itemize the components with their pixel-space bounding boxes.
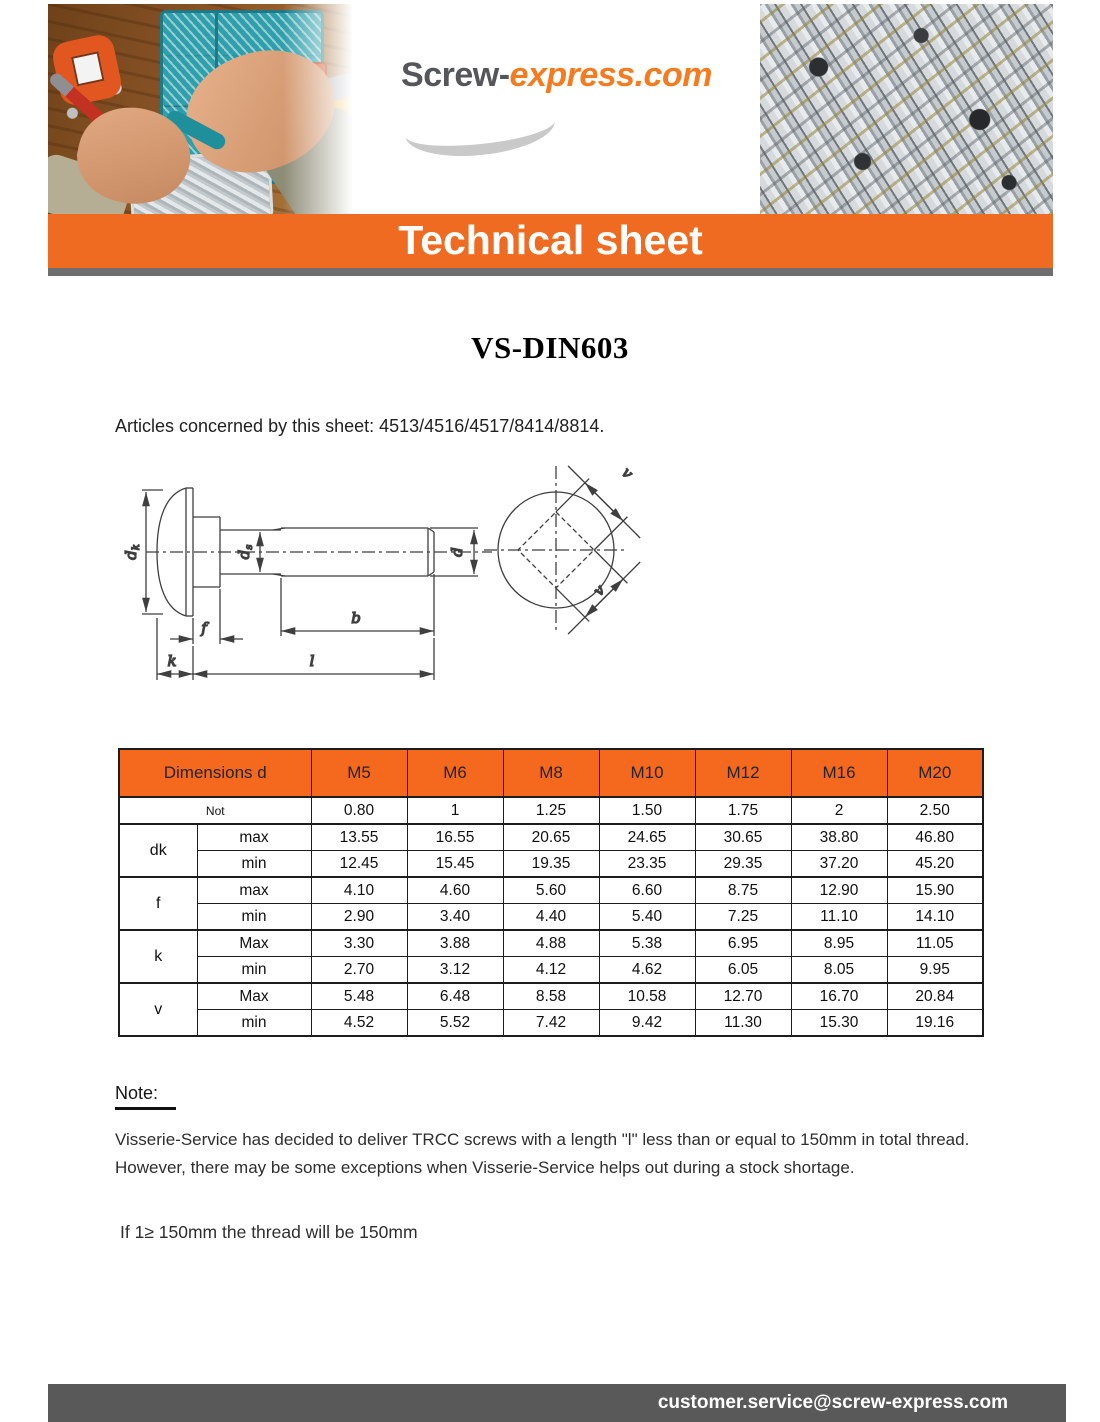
- dimension-label: f: [119, 877, 197, 930]
- table-row: [119, 824, 983, 851]
- dimension-label: v: [119, 983, 197, 1036]
- table-cell: 23.35: [599, 851, 695, 878]
- table-cell: 20.65: [503, 824, 599, 851]
- table-cell: 11.10: [791, 904, 887, 931]
- table-cell: 19.16: [887, 1010, 983, 1037]
- table-row: [119, 904, 983, 931]
- table-row: [119, 851, 983, 878]
- table-cell: 11.05: [887, 930, 983, 957]
- table-cell: 1.50: [599, 797, 695, 824]
- table-cell: 45.20: [887, 851, 983, 878]
- svg-text:ds: $d_s$: [235, 544, 255, 560]
- table-cell: 15.45: [407, 851, 503, 878]
- table-cell: 19.35: [503, 851, 599, 878]
- table-row: [119, 983, 983, 1010]
- table-cell: 8.75: [695, 877, 791, 904]
- technical-sheet-banner: [48, 214, 1053, 268]
- table-cell: 2: [791, 797, 887, 824]
- svg-text:b: b: [351, 609, 361, 627]
- table-row: [119, 930, 983, 957]
- screws-photo: [760, 4, 1053, 214]
- row-label: Max: [197, 983, 311, 1010]
- table-cell: 6.95: [695, 930, 791, 957]
- document-title: VS-DIN603: [471, 330, 629, 365]
- table-cell: 4.88: [503, 930, 599, 957]
- table-cell: 3.40: [407, 904, 503, 931]
- table-cell: 9.42: [599, 1010, 695, 1037]
- table-cell: 12.45: [311, 851, 407, 878]
- bolt-technical-drawing: [100, 452, 665, 697]
- table-cell: 5.48: [311, 983, 407, 1010]
- row-label: min: [197, 957, 311, 984]
- column-header: M8: [503, 749, 599, 797]
- table-cell: 2.70: [311, 957, 407, 984]
- table-cell: 2.50: [887, 797, 983, 824]
- table-cell: 4.62: [599, 957, 695, 984]
- logo-express-part: express.com: [509, 56, 712, 94]
- table-cell: 3.12: [407, 957, 503, 984]
- column-header: M6: [407, 749, 503, 797]
- table-cell: 15.30: [791, 1010, 887, 1037]
- logo: [401, 56, 712, 95]
- contact-email: customer.service@screw-express.com: [657, 1392, 1008, 1413]
- table-cell: 12.70: [695, 983, 791, 1010]
- workbench-photo: [48, 4, 353, 214]
- table-cell: 15.90: [887, 877, 983, 904]
- column-header: M10: [599, 749, 695, 797]
- column-header: M16: [791, 749, 887, 797]
- table-cell: 1.25: [503, 797, 599, 824]
- table-cell: 8.58: [503, 983, 599, 1010]
- table-cell: 38.80: [791, 824, 887, 851]
- table-cell: 4.52: [311, 1010, 407, 1037]
- table-cell: 1: [407, 797, 503, 824]
- table-cell: 7.25: [695, 904, 791, 931]
- tape-measure: [50, 32, 124, 107]
- table-cell: 5.52: [407, 1010, 503, 1037]
- logo-area: [353, 4, 760, 214]
- table-cell: 13.55: [311, 824, 407, 851]
- row-label: min: [197, 851, 311, 878]
- table-cell: 37.20: [791, 851, 887, 878]
- table-cell: 3.88: [407, 930, 503, 957]
- table-cell: 6.48: [407, 983, 503, 1010]
- table-cell: 6.60: [599, 877, 695, 904]
- row-label: Max: [197, 930, 311, 957]
- row-label: min: [197, 904, 311, 931]
- table-cell: 14.10: [887, 904, 983, 931]
- table-cell: 10.58: [599, 983, 695, 1010]
- table-cell: 20.84: [887, 983, 983, 1010]
- column-header: M12: [695, 749, 791, 797]
- svg-text:v: v: [618, 463, 637, 483]
- table-cell: 29.35: [695, 851, 791, 878]
- column-header: M20: [887, 749, 983, 797]
- table-cell: 16.70: [791, 983, 887, 1010]
- row-label: min: [197, 1010, 311, 1037]
- banner-title: Technical sheet: [398, 217, 703, 263]
- row-label: max: [197, 824, 311, 851]
- logo-swoosh: [403, 94, 558, 162]
- row-label: Not: [119, 797, 311, 824]
- table-row: [119, 877, 983, 904]
- table-cell: 7.42: [503, 1010, 599, 1037]
- note-paragraph: Visserie-Service has decided to deliver TRCC screws with a length "l" less than or equal to 150mm in total thread. However, there may be some exceptions when Visserie-Service helps out during a stock shortage.: [115, 1130, 970, 1177]
- table-cell: 8.95: [791, 930, 887, 957]
- table-header-row: [119, 749, 983, 797]
- svg-text:dk: $d_k$: [122, 544, 142, 560]
- articles-line: Articles concerned by this sheet: 4513/4516/4517/8414/8814.: [115, 416, 605, 436]
- table-cell: 4.12: [503, 957, 599, 984]
- note-label: Note:: [115, 1083, 176, 1110]
- table-cell: 8.05: [791, 957, 887, 984]
- svg-text:k: k: [167, 652, 177, 670]
- footer-bar: [48, 1384, 1066, 1422]
- table-cell: 12.90: [791, 877, 887, 904]
- svg-text:d: d: [448, 547, 466, 557]
- svg-text:v: v: [589, 580, 609, 600]
- table-cell: 11.30: [695, 1010, 791, 1037]
- table-cell: 2.90: [311, 904, 407, 931]
- table-cell: 24.65: [599, 824, 695, 851]
- table-cell: 4.40: [503, 904, 599, 931]
- table-cell: 1.75: [695, 797, 791, 824]
- logo-text: [401, 56, 712, 95]
- table-cell: 5.38: [599, 930, 695, 957]
- table-cell: 5.40: [599, 904, 695, 931]
- dimension-label: dk: [119, 824, 197, 877]
- table-cell: 16.55: [407, 824, 503, 851]
- table-row: [119, 957, 983, 984]
- dimension-label: k: [119, 930, 197, 983]
- row-label: max: [197, 877, 311, 904]
- column-header: Dimensions d: [119, 749, 311, 797]
- table-cell: 3.30: [311, 930, 407, 957]
- table-row: [119, 1010, 983, 1037]
- table-cell: 0.80: [311, 797, 407, 824]
- table-cell: 4.10: [311, 877, 407, 904]
- svg-text:f: f: [201, 619, 207, 637]
- table-cell: 4.60: [407, 877, 503, 904]
- page-header: [48, 4, 1053, 214]
- bolt-drawing-svg: [100, 452, 665, 697]
- logo-screw-part: Screw-: [401, 56, 510, 94]
- table-cell: 5.60: [503, 877, 599, 904]
- column-header: M5: [311, 749, 407, 797]
- table-cell: 46.80: [887, 824, 983, 851]
- table-cell: 6.05: [695, 957, 791, 984]
- thread-note: If 1≥ 150mm the thread will be 150mm: [120, 1222, 418, 1242]
- svg-text:l: l: [309, 652, 315, 670]
- table-cell: 9.95: [887, 957, 983, 984]
- table-row: [119, 797, 983, 824]
- table-cell: 30.65: [695, 824, 791, 851]
- banner-divider: [48, 268, 1053, 276]
- dimensions-table: [118, 748, 984, 1037]
